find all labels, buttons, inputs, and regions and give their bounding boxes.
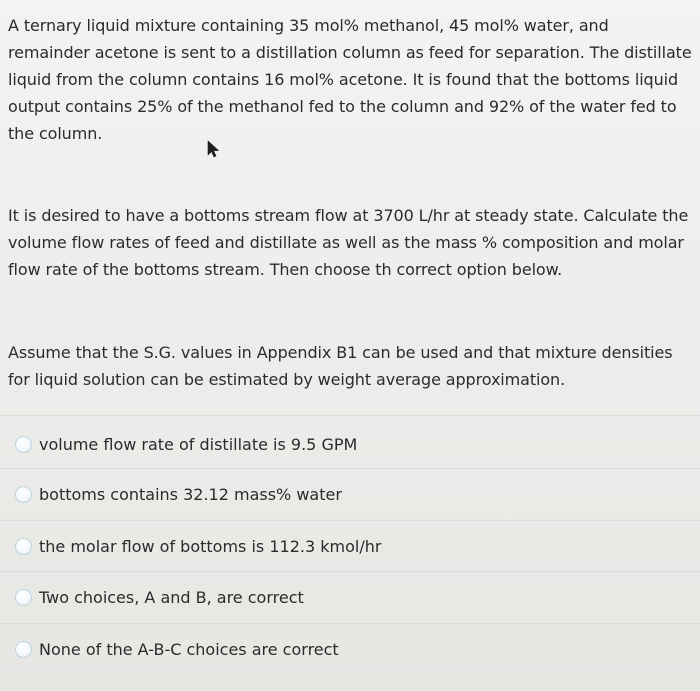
option-label[interactable]: the molar flow of bottoms is 112.3 kmol/hr — [39, 536, 382, 556]
radio-button-icon[interactable] — [15, 486, 32, 503]
option-a[interactable] — [0, 420, 700, 468]
option-d[interactable] — [0, 573, 700, 621]
option-e[interactable] — [0, 625, 700, 673]
mouse-pointer-icon — [205, 139, 221, 159]
radio-button-icon[interactable] — [15, 589, 32, 606]
divider — [0, 571, 700, 572]
option-label[interactable]: bottoms contains 32.12 mass% water — [39, 484, 342, 504]
option-label[interactable]: Two choices, A and B, are correct — [39, 587, 304, 607]
divider — [0, 623, 700, 624]
option-label[interactable]: None of the A-B-C choices are correct — [39, 639, 339, 659]
question-paragraph-1: A ternary liquid mixture containing 35 mol% methanol, 45 mol% water, and remainder acetone is sent to a distillation column as feed for separation. The distillate liquid from the column contains 16 mol% acetone. It is found that the bottoms liquid output contains 25% of the methanol fed to the column and 92% of the water fed to the column. — [8, 16, 692, 143]
radio-button-icon[interactable] — [15, 538, 32, 555]
divider — [0, 415, 700, 416]
option-c[interactable] — [0, 522, 700, 570]
divider — [0, 520, 700, 521]
radio-button-icon[interactable] — [15, 641, 32, 658]
question-paragraph-3: Assume that the S.G. values in Appendix B1 can be used and that mixture densities for liquid solution can be estimated by weight average approximation. — [8, 343, 673, 389]
option-label[interactable]: volume flow rate of distillate is 9.5 GPM — [39, 434, 358, 454]
divider — [0, 468, 700, 469]
option-b[interactable] — [0, 470, 700, 518]
question-paragraph-2: It is desired to have a bottoms stream flow at 3700 L/hr at steady state. Calculate the volume flow rates of feed and distillate as well as the mass % composition and molar flow rate of the bottoms stream. Then choose th correct option below. — [8, 206, 689, 279]
radio-button-icon[interactable] — [15, 436, 32, 453]
